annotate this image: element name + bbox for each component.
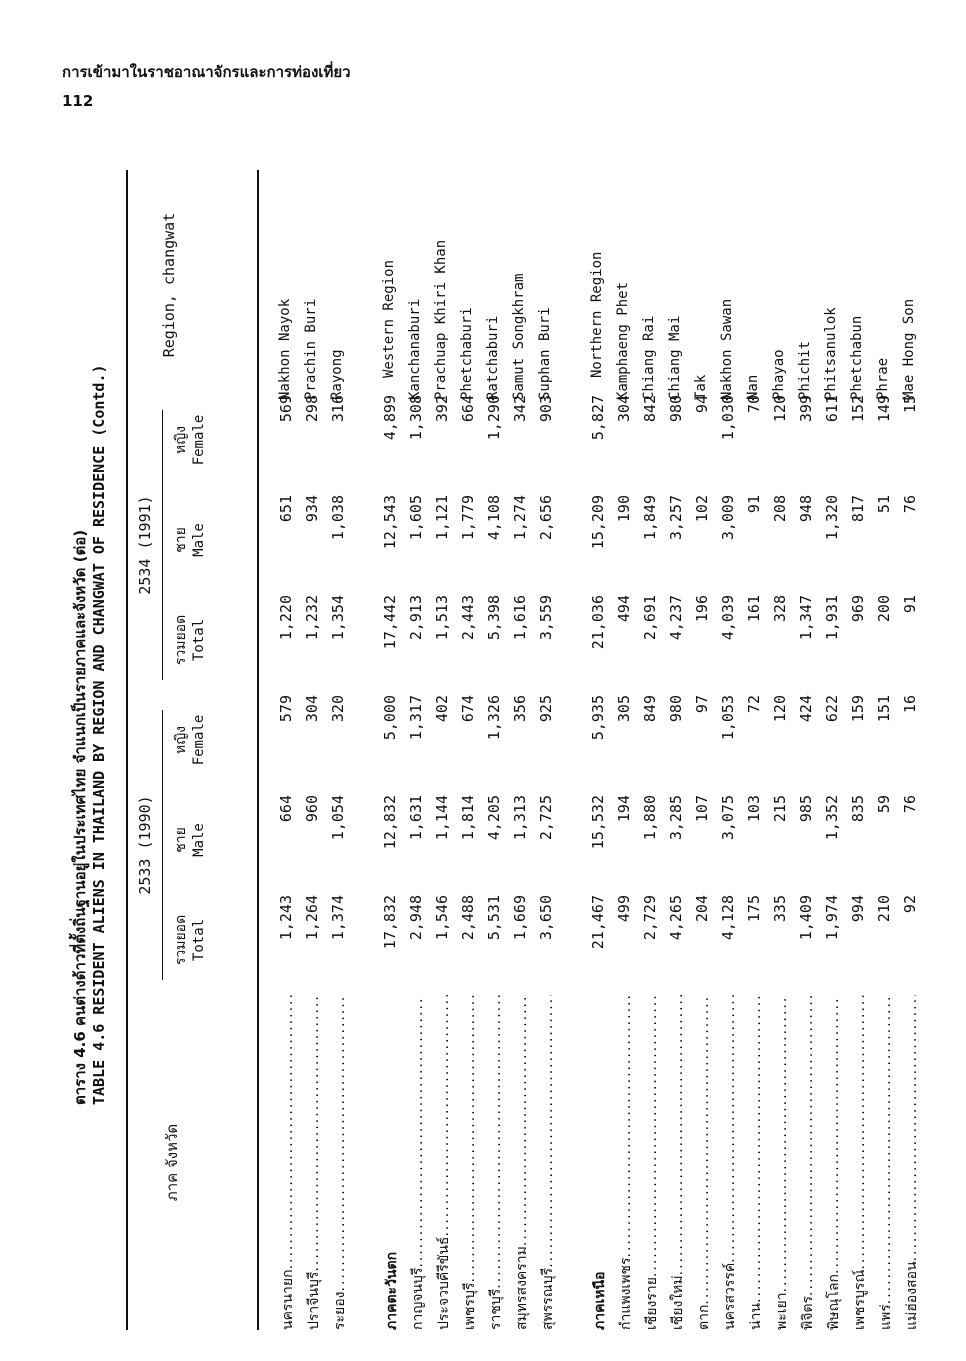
row-label-english: Phayao: [771, 349, 787, 400]
cell-value: 342: [511, 395, 529, 423]
cell-value: 190: [615, 495, 633, 523]
column-header: [172, 895, 208, 985]
rotated-table: [62, 150, 920, 1330]
cell-value: 5,531: [485, 895, 503, 941]
row-label-thai: [745, 995, 767, 1330]
cell-value: 1,409: [797, 895, 815, 941]
cell-value: 1,317: [407, 695, 425, 741]
row-label-english: Samut Songkhram: [511, 273, 527, 400]
cell-value: 1,605: [407, 495, 425, 541]
cell-value: 1,030: [719, 395, 737, 441]
row-label-english: Rayong: [329, 349, 345, 400]
running-head: การเข้ามาในราชอาณาจักรและการท่องเที่ยว: [62, 63, 351, 81]
cell-value: 76: [901, 495, 919, 514]
cell-value: 4,108: [485, 495, 503, 541]
cell-value: 204: [693, 895, 711, 923]
row-label-thai-text: นครนายก: [280, 1269, 296, 1330]
cell-value: 103: [745, 795, 763, 823]
cell-value: 960: [303, 795, 321, 823]
table-title-english: TABLE 4.6 RESIDENT ALIENS IN THAILAND BY REGION AND CHANGWAT OF RESIDENCE (Contd.): [90, 364, 108, 1105]
cell-value: 1,038: [329, 495, 347, 541]
row-label-thai-text: นครสวรรค์: [722, 1262, 738, 1330]
row-label-thai: [797, 995, 819, 1330]
row-label-thai-text: กาญจนบุรี: [410, 1267, 426, 1330]
row-label-thai-text: ราชบุรี: [488, 1288, 504, 1330]
cell-value: 2,913: [407, 595, 425, 641]
row-label-thai-text: พิจิตร: [800, 1295, 816, 1330]
cell-value: 5,398: [485, 595, 503, 641]
table-row: [485, 170, 511, 1330]
row-label-thai-text: แม่ฮ่องสอน: [904, 1261, 920, 1330]
cell-value: 356: [511, 695, 529, 723]
cell-value: 1,274: [511, 495, 529, 541]
cell-value: 664: [277, 795, 295, 823]
column-header-english: Female: [191, 714, 207, 766]
cell-value: 15,209: [589, 495, 607, 550]
cell-value: 1,054: [329, 795, 347, 841]
column-header-thai: ชาย: [173, 827, 189, 853]
row-label-thai-text: เชียงราย: [644, 1277, 660, 1330]
cell-value: 120: [771, 395, 789, 423]
table-row: [615, 170, 641, 1330]
cell-value: 16: [901, 695, 919, 714]
table-row: [641, 170, 667, 1330]
cell-value: 1,374: [329, 895, 347, 941]
cell-value: 1,243: [277, 895, 295, 941]
cell-value: 4,205: [485, 795, 503, 841]
cell-value: 320: [329, 695, 347, 723]
cell-value: 12,832: [381, 795, 399, 850]
cell-value: 1,232: [303, 595, 321, 641]
table-row: [693, 170, 719, 1330]
column-header-english: Total: [191, 918, 207, 962]
cell-value: 1,347: [797, 595, 815, 641]
row-label-thai-text: ปราจีนบุรี: [306, 1271, 322, 1330]
cell-value: 15,532: [589, 795, 607, 850]
cell-value: 1,290: [485, 395, 503, 441]
cell-value: 1,352: [823, 795, 841, 841]
cell-value: 208: [771, 495, 789, 523]
cell-value: 3,075: [719, 795, 737, 841]
cell-value: 1,313: [511, 795, 529, 841]
row-label-thai: [719, 995, 741, 1330]
cell-value: 1,931: [823, 595, 841, 641]
cell-value: 1,779: [459, 495, 477, 541]
column-header-english: Female: [191, 414, 207, 466]
column-header-thai: รวมยอด: [173, 914, 189, 966]
cell-value: 4,899: [381, 395, 399, 441]
cell-value: 5,000: [381, 695, 399, 741]
cell-value: 194: [615, 795, 633, 823]
cell-value: 1,546: [433, 895, 451, 941]
cell-value: 151: [875, 695, 893, 723]
row-label-english: Ratchaburi: [485, 315, 501, 400]
cell-value: 91: [745, 495, 763, 514]
cell-value: 1,144: [433, 795, 451, 841]
cell-value: 2,948: [407, 895, 425, 941]
row-label-thai: [823, 995, 845, 1330]
row-label-thai: [381, 995, 403, 1330]
row-label-thai-text: น่าน: [748, 1302, 764, 1330]
row-label-thai: [277, 995, 299, 1330]
cell-value: 2,729: [641, 895, 659, 941]
row-label-thai-text: ตาก: [696, 1304, 712, 1330]
row-label-english: Kamphaeng Phet: [615, 281, 631, 400]
cell-value: 2,725: [537, 795, 555, 841]
row-label-thai-text: พะเยา: [774, 1292, 790, 1330]
cell-value: 17,832: [381, 895, 399, 950]
row-label-thai: [329, 995, 351, 1330]
row-label-english: Phetchabun: [849, 315, 865, 400]
column-header-thai: รวมยอด: [173, 614, 189, 666]
cell-value: 651: [277, 495, 295, 523]
cell-value: 304: [615, 395, 633, 423]
row-label-thai: [303, 995, 325, 1330]
cell-value: 1,974: [823, 895, 841, 941]
cell-value: 1,814: [459, 795, 477, 841]
cell-value: 21,036: [589, 595, 607, 650]
cell-value: 1,264: [303, 895, 321, 941]
cell-value: 1,513: [433, 595, 451, 641]
table-row: [771, 170, 797, 1330]
year-header-1991: 2534 (1991): [136, 495, 154, 595]
cell-value: 1,053: [719, 695, 737, 741]
cell-value: 2,691: [641, 595, 659, 641]
cell-value: 1,354: [329, 595, 347, 641]
cell-value: 674: [459, 695, 477, 723]
cell-value: 985: [797, 795, 815, 823]
table-row: [797, 170, 823, 1330]
cell-value: 335: [771, 895, 789, 923]
cell-value: 1,849: [641, 495, 659, 541]
header-bottom-rule: [257, 170, 259, 1330]
row-label-english: Kanchanaburi: [407, 298, 423, 400]
cell-value: 664: [459, 395, 477, 423]
table-top-rule: [126, 170, 128, 1330]
table-row: [407, 170, 433, 1330]
cell-value: 5,827: [589, 395, 607, 441]
stub-header-english: Region, changwat: [160, 212, 178, 358]
cell-value: 3,009: [719, 495, 737, 541]
cell-value: 161: [745, 595, 763, 623]
stub-header-thai: ภาค จังหวัด: [163, 1123, 181, 1202]
row-label-thai: [771, 995, 793, 1330]
cell-value: 994: [849, 895, 867, 923]
table-row: [329, 170, 355, 1330]
cell-value: 72: [745, 695, 763, 714]
cell-value: 120: [771, 695, 789, 723]
row-label-english: Phitsanulok: [823, 307, 839, 400]
cell-value: 149: [875, 395, 893, 423]
cell-value: 2,488: [459, 895, 477, 941]
cell-value: 159: [849, 695, 867, 723]
cell-value: 91: [901, 595, 919, 614]
cell-value: 3,559: [537, 595, 555, 641]
row-label-english: Northern Region: [589, 251, 605, 378]
row-label-english: Nan: [745, 374, 761, 400]
row-label-thai-text: สมุทรสงคราม: [514, 1246, 530, 1330]
column-header-english: Male: [191, 523, 207, 557]
cell-value: 1,631: [407, 795, 425, 841]
cell-value: 1,320: [823, 495, 841, 541]
table-title-thai: ตาราง 4.6 คนต่างด้าวที่ตั้งถิ่นฐานอยู่ในประเทศไทย จำแนกเป็นรายภาคและจังหวัด (ต่อ): [71, 529, 89, 1105]
cell-value: 21,467: [589, 895, 607, 950]
cell-value: 305: [615, 695, 633, 723]
column-header: [172, 595, 208, 685]
cell-value: 980: [667, 695, 685, 723]
row-label-thai-text: พิษณุโลก: [826, 1273, 842, 1330]
row-label-english: Tak: [693, 374, 709, 400]
column-header-english: Total: [191, 618, 207, 662]
row-label-thai: [589, 995, 611, 1330]
row-label-thai: [901, 995, 923, 1330]
cell-value: 2,656: [537, 495, 555, 541]
column-header-thai: หญิง: [173, 426, 189, 454]
table-row: [303, 170, 329, 1330]
cell-value: 15: [901, 395, 919, 414]
cell-value: 97: [693, 695, 711, 714]
cell-value: 1,121: [433, 495, 451, 541]
row-label-english: Nakhon Sawan: [719, 298, 735, 400]
cell-value: 842: [641, 395, 659, 423]
column-header-thai: ชาย: [173, 527, 189, 553]
cell-value: 175: [745, 895, 763, 923]
row-label-thai: [537, 995, 559, 1330]
cell-value: 579: [277, 695, 295, 723]
cell-value: 152: [849, 395, 867, 423]
row-label-thai-text: เชียงใหม่: [670, 1275, 686, 1330]
row-label-thai: [511, 995, 533, 1330]
cell-value: 70: [745, 395, 763, 414]
column-header: [172, 495, 208, 585]
row-label-thai-text: สุพรรณบุรี: [540, 1267, 556, 1330]
table-row: [537, 170, 563, 1330]
year-rule-1990: [162, 710, 163, 980]
cell-value: 94: [693, 395, 711, 414]
cell-value: 4,237: [667, 595, 685, 641]
table-row: [849, 170, 875, 1330]
row-label-english: Chiang Mai: [667, 315, 683, 400]
table-row: [719, 170, 745, 1330]
row-label-english: Phrae: [875, 357, 891, 400]
row-label-thai: [667, 995, 689, 1330]
row-label-thai-text: ระยอง: [332, 1291, 348, 1330]
table-row: [745, 170, 771, 1330]
cell-value: 2,443: [459, 595, 477, 641]
cell-value: 849: [641, 695, 659, 723]
cell-value: 1,669: [511, 895, 529, 941]
column-header: [172, 795, 208, 885]
cell-value: 817: [849, 495, 867, 523]
cell-value: 925: [537, 695, 555, 723]
cell-value: 196: [693, 595, 711, 623]
column-header: [172, 695, 208, 785]
table-row: [511, 170, 537, 1330]
cell-value: 3,650: [537, 895, 555, 941]
table-row: [875, 170, 901, 1330]
cell-value: 5,935: [589, 695, 607, 741]
cell-value: 4,039: [719, 595, 737, 641]
cell-value: 622: [823, 695, 841, 723]
row-label-english: Phichit: [797, 340, 813, 400]
cell-value: 210: [875, 895, 893, 923]
cell-value: 1,616: [511, 595, 529, 641]
row-label-thai: [433, 995, 455, 1330]
table-row: [667, 170, 693, 1330]
cell-value: 835: [849, 795, 867, 823]
row-label-english: Phetchaburi: [459, 307, 475, 400]
cell-value: 499: [615, 895, 633, 923]
cell-value: 3,285: [667, 795, 685, 841]
cell-value: 948: [797, 495, 815, 523]
cell-value: 611: [823, 395, 841, 423]
row-label-thai-text: เพชรบุรี: [462, 1282, 478, 1330]
row-label-thai-text: เพชรบูรณ์: [852, 1269, 868, 1330]
cell-value: 304: [303, 695, 321, 723]
cell-value: 76: [901, 795, 919, 814]
row-label-thai-text: กำแพงเพชร: [618, 1257, 634, 1330]
cell-value: 934: [303, 495, 321, 523]
cell-value: 12,543: [381, 495, 399, 550]
row-label-english: Nakhon Nayok: [277, 298, 293, 400]
cell-value: 1,880: [641, 795, 659, 841]
cell-value: 399: [797, 395, 815, 423]
row-label-english: Suphan Buri: [537, 307, 553, 400]
row-label-english: Western Region: [381, 259, 397, 378]
row-label-thai-text: ภาคเหนือ: [592, 1271, 608, 1330]
column-header-thai: หญิง: [173, 726, 189, 754]
row-label-thai-text: แพร่: [878, 1304, 894, 1330]
table-row: [433, 170, 459, 1330]
region-row: [589, 170, 615, 1330]
region-row: [381, 170, 407, 1330]
cell-value: 392: [433, 395, 451, 423]
row-label-thai: [641, 995, 663, 1330]
cell-value: 402: [433, 695, 451, 723]
cell-value: 3,257: [667, 495, 685, 541]
cell-value: 903: [537, 395, 555, 423]
row-label-thai-text: ประจวบคีรีขันธ์: [436, 1236, 452, 1330]
row-label-thai: [615, 995, 637, 1330]
cell-value: 92: [901, 895, 919, 914]
table-row: [901, 170, 927, 1330]
column-header: [172, 395, 208, 485]
cell-value: 569: [277, 395, 295, 423]
row-label-thai: [459, 995, 481, 1330]
row-label-english: Mae Hong Son: [901, 298, 917, 400]
page-number: 112: [62, 92, 94, 110]
cell-value: 298: [303, 395, 321, 423]
cell-value: 4,265: [667, 895, 685, 941]
cell-value: 969: [849, 595, 867, 623]
row-label-thai: [485, 995, 507, 1330]
table-row: [459, 170, 485, 1330]
cell-value: 59: [875, 795, 893, 814]
cell-value: 102: [693, 495, 711, 523]
table-row: [823, 170, 849, 1330]
row-label-thai: [875, 995, 897, 1330]
cell-value: 980: [667, 395, 685, 423]
cell-value: 215: [771, 795, 789, 823]
cell-value: 1,220: [277, 595, 295, 641]
cell-value: 51: [875, 495, 893, 514]
cell-value: 424: [797, 695, 815, 723]
cell-value: 1,326: [485, 695, 503, 741]
cell-value: 107: [693, 795, 711, 823]
row-label-english: Prachin Buri: [303, 298, 319, 400]
cell-value: 17,442: [381, 595, 399, 650]
row-label-thai: [693, 995, 715, 1330]
cell-value: 494: [615, 595, 633, 623]
column-header-english: Male: [191, 823, 207, 857]
row-label-thai: [849, 995, 871, 1330]
cell-value: 1,308: [407, 395, 425, 441]
year-rule-1991: [162, 410, 163, 680]
row-label-thai: [407, 995, 429, 1330]
cell-value: 328: [771, 595, 789, 623]
row-label-english: Chiang Rai: [641, 315, 657, 400]
row-label-english: Prachuap Khiri Khan: [433, 239, 449, 400]
year-header-1990: 2533 (1990): [136, 795, 154, 895]
table-row: [277, 170, 303, 1330]
cell-value: 4,128: [719, 895, 737, 941]
cell-value: 316: [329, 395, 347, 423]
row-label-thai-text: ภาคตะวันตก: [384, 1251, 400, 1330]
cell-value: 200: [875, 595, 893, 623]
